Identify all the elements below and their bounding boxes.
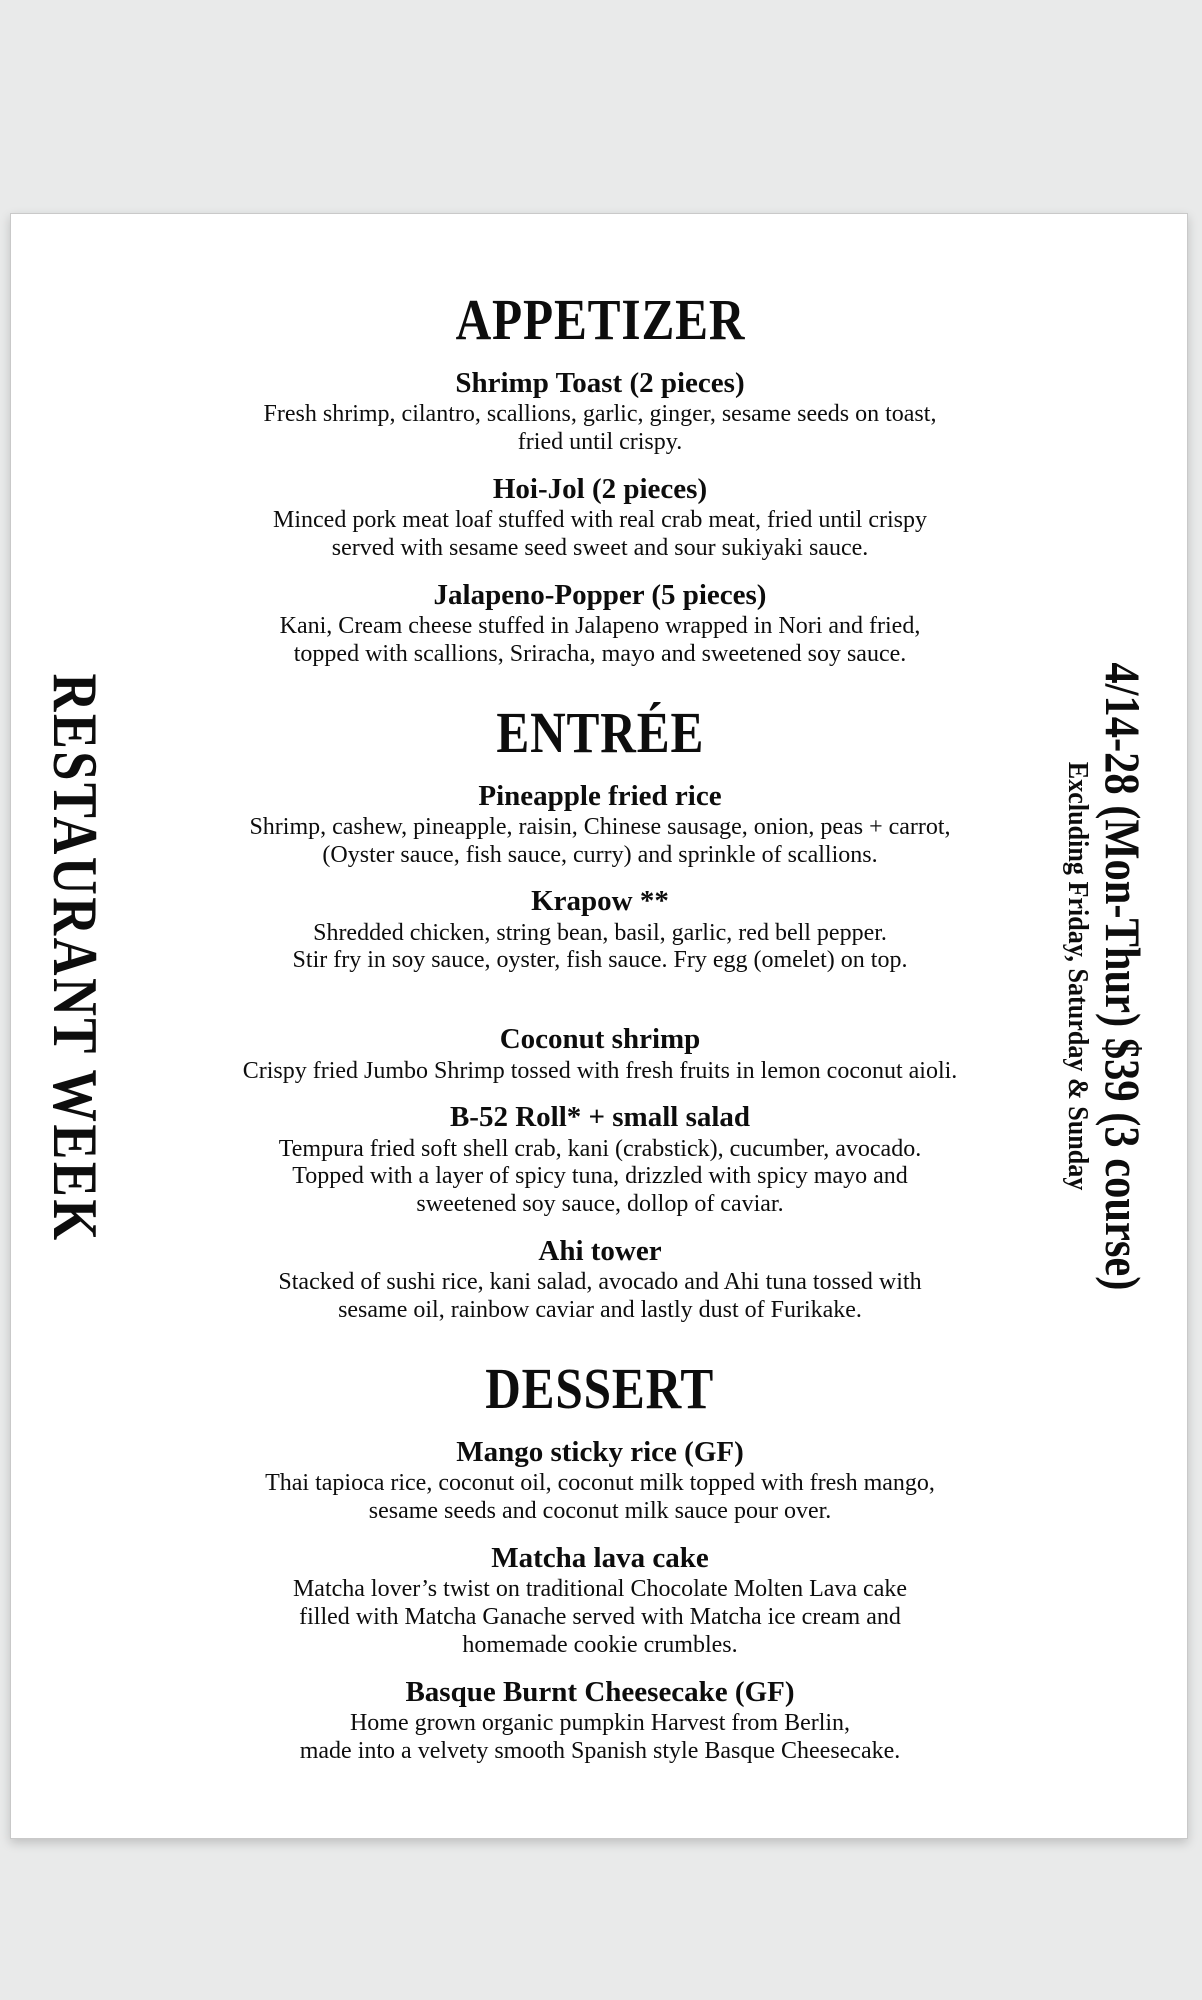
menu-content <box>150 214 1050 1765</box>
section-heading-entree <box>150 699 1050 765</box>
vertical-label-exclusions <box>1061 556 1095 1396</box>
vertical-label-dates-price-primary <box>1095 556 1151 1396</box>
menu-item-b52-roll <box>150 1099 1050 1219</box>
item-desc-line: sesame seeds and coconut milk sauce pour over. <box>368 1498 832 1524</box>
item-desc-line: topped with scallions, Sriracha, mayo and sweetened soy sauce. <box>293 640 907 667</box>
menu-item-coconut-shrimp <box>150 1021 1050 1085</box>
vertical-label-restaurant-week-text: RESTAURANT WEEK <box>40 673 111 1243</box>
item-desc-line: Shredded chicken, string bean, basil, garlic, red bell pepper. <box>313 919 887 946</box>
section-heading-dessert-text: DESSERT <box>485 1356 715 1422</box>
section-appetizer <box>150 287 1050 669</box>
menu-item-krapow <box>150 883 1050 975</box>
item-title: Coconut shrimp <box>499 1023 701 1056</box>
item-title: Basque Burnt Cheesecake (GF) <box>405 1675 795 1708</box>
menu-item-basque-burnt-cheesecake <box>150 1674 1050 1766</box>
item-desc-line: Minced pork meat loaf stuffed with real crab meat, fried until crispy <box>273 507 927 534</box>
item-desc-line: Topped with a layer of spicy tuna, drizzled with spicy mayo and <box>292 1163 908 1190</box>
item-desc-line: homemade cookie crumbles. <box>462 1631 738 1658</box>
item-desc-line: Shrimp, cashew, pineapple, raisin, Chinese sausage, onion, peas + carrot, <box>249 813 951 840</box>
item-title: Ahi tower <box>538 1235 662 1268</box>
section-heading-entree-text: ENTRÉE <box>496 699 704 765</box>
item-desc-line: Crispy fried Jumbo Shrimp tossed with fresh fruits in lemon coconut aioli. <box>242 1057 958 1084</box>
section-heading-dessert <box>150 1356 1050 1422</box>
menu-item-mango-sticky-rice <box>150 1434 1050 1526</box>
item-desc-line: sesame oil, rainbow caviar and lastly dust of Furikake. <box>338 1297 862 1324</box>
item-desc-line: Thai tapioca rice, coconut oil, coconut milk topped with fresh mango, <box>265 1470 935 1497</box>
item-desc-line: Tempura fried soft shell crab, kani (crabstick), cucumber, avocado. <box>278 1135 922 1162</box>
vertical-label-dates-price <box>1061 556 1151 1396</box>
item-desc-line: sweetened soy sauce, dollop of caviar. <box>416 1191 784 1218</box>
vertical-label-exclusions-text: Excluding Friday, Saturday & Sunday <box>1062 761 1094 1191</box>
menu-item-ahi-tower <box>150 1233 1050 1325</box>
item-title: Shrimp Toast (2 pieces) <box>455 366 745 399</box>
section-heading-appetizer-text: APPETIZER <box>455 287 745 352</box>
item-title: Hoi-Jol (2 pieces) <box>492 472 708 505</box>
item-desc-line: filled with Matcha Ganache served with Matcha ice cream and <box>299 1603 901 1630</box>
item-desc-line: Stir fry in soy sauce, oyster, fish sauce. Fry egg (omelet) on top. <box>292 947 908 974</box>
item-desc-line: served with sesame seed sweet and sour sukiyaki sauce. <box>331 534 869 561</box>
item-desc-line: Stacked of sushi rice, kani salad, avocado and Ahi tuna tossed with <box>278 1269 922 1296</box>
item-title: Krapow ** <box>531 885 669 918</box>
menu-item-matcha-lava-cake <box>150 1540 1050 1660</box>
item-desc-line: Matcha lover’s twist on traditional Chocolate Molten Lava cake <box>292 1576 908 1603</box>
section-heading-appetizer <box>150 287 1050 352</box>
item-title: Mango sticky rice (GF) <box>456 1435 744 1468</box>
item-title: B-52 Roll* + small salad <box>449 1101 751 1134</box>
menu-item-shrimp-toast <box>150 365 1050 457</box>
item-desc-line: made into a velvety smooth Spanish style Basque Cheesecake. <box>299 1737 901 1764</box>
section-entree <box>150 699 1050 1325</box>
item-title: Pineapple fried rice <box>478 779 722 812</box>
menu-item-hoi-jol <box>150 471 1050 563</box>
menu-item-jalapeno-popper <box>150 577 1050 669</box>
item-desc-line: (Oyster sauce, fish sauce, curry) and sprinkle of scallions. <box>322 841 878 868</box>
item-desc-line: fried until crispy. <box>517 428 683 455</box>
item-desc-line: Kani, Cream cheese stuffed in Jalapeno wrapped in Nori and fried, <box>279 612 921 639</box>
vertical-label-dates-price-primary-text: 4/14-28 (Mon-Thur) $39 (3 course) <box>1095 662 1151 1290</box>
item-desc-line: Fresh shrimp, cilantro, scallions, garlic, ginger, sesame seeds on toast, <box>263 401 937 428</box>
item-title: Jalapeno-Popper (5 pieces) <box>433 578 767 611</box>
menu-page-card <box>10 213 1188 1839</box>
item-title: Matcha lava cake <box>491 1541 709 1574</box>
section-dessert <box>150 1356 1050 1765</box>
vertical-label-restaurant-week <box>39 611 111 1243</box>
item-desc-line: Home grown organic pumpkin Harvest from Berlin, <box>349 1709 851 1736</box>
menu-item-pineapple-fried-rice <box>150 778 1050 870</box>
